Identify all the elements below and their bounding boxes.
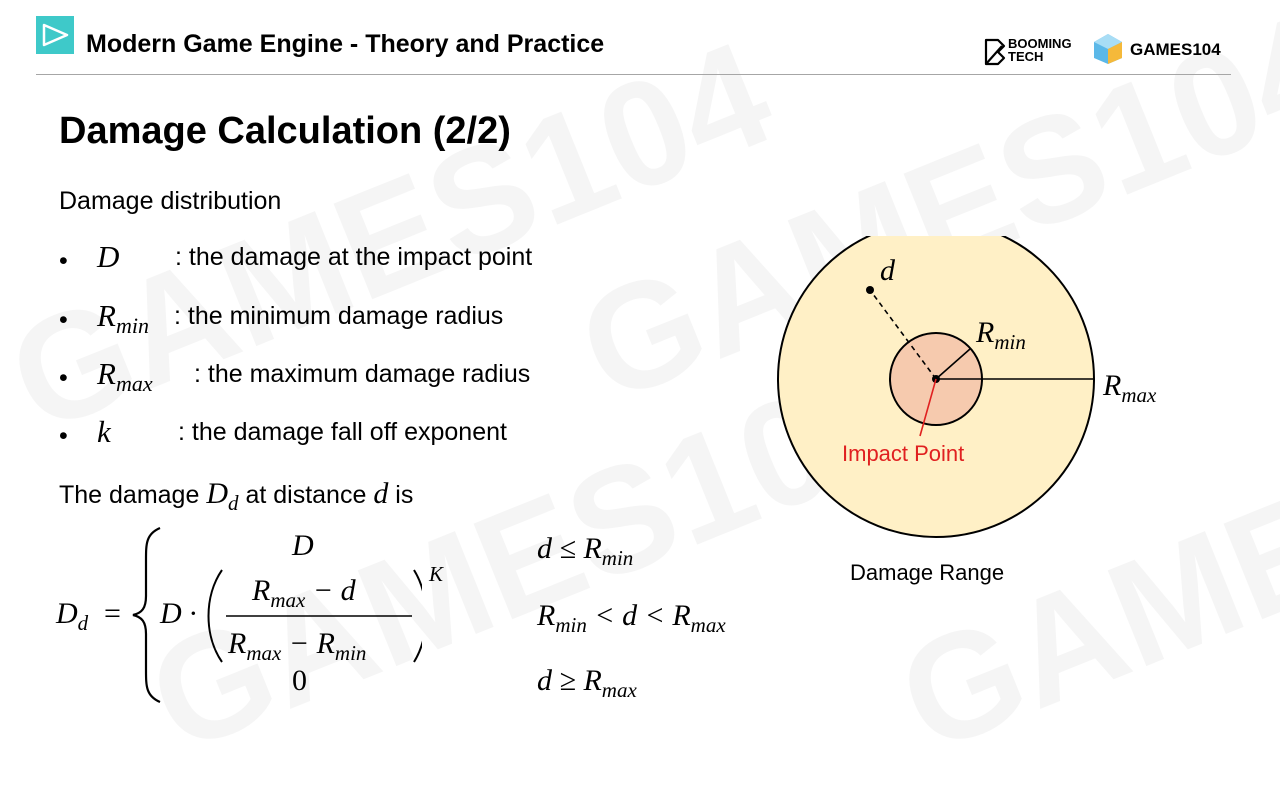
label-rmax: $R_{max}$ bbox=[1103, 369, 1157, 407]
case3-value: 0 bbox=[292, 664, 307, 697]
definition-text: : the maximum damage radius bbox=[194, 360, 531, 388]
label-d: d bbox=[880, 254, 895, 287]
symbol-rmax: $R_{max}$ bbox=[97, 356, 153, 396]
bullet: • bbox=[59, 306, 68, 334]
case2-prefix: D · bbox=[160, 597, 197, 630]
symbol-k: k bbox=[97, 414, 111, 449]
definition-text: : the damage at the impact point bbox=[175, 243, 533, 271]
diagram-caption: Damage Range bbox=[850, 560, 1005, 585]
exponent: K bbox=[429, 562, 444, 586]
definition-text: : the damage fall off exponent bbox=[178, 418, 507, 446]
play-logo-icon bbox=[36, 16, 74, 59]
symbol-dd: $D_d$ bbox=[206, 477, 239, 515]
case3-condition: $d \ge R_{max}$ bbox=[537, 664, 637, 702]
formula-intro: The damage $D_d$ at distance d is bbox=[59, 477, 414, 515]
label-rmin: $R_{min}$ bbox=[976, 316, 1026, 354]
fraction-denominator: $R_{max} - R_{min}$ bbox=[228, 627, 367, 665]
booming-tech-label: BOOMING TECH bbox=[1008, 36, 1072, 64]
case2-condition: $R_{min} < d < R_{max}$ bbox=[537, 599, 726, 637]
case1-value: D bbox=[292, 529, 314, 562]
symbol-distance: d bbox=[373, 477, 389, 510]
bullet: • bbox=[59, 364, 68, 392]
damage-range-diagram bbox=[770, 236, 1190, 556]
booming-tech-logo bbox=[984, 36, 1088, 75]
bullet: • bbox=[59, 247, 68, 275]
slide-header bbox=[0, 0, 1280, 76]
bullet: • bbox=[59, 422, 68, 450]
symbol-rmin: $R_{min}$ bbox=[97, 298, 149, 338]
case1-condition: $d \le R_{min}$ bbox=[537, 532, 634, 570]
slide-title: Damage Calculation (2/2) bbox=[59, 110, 511, 152]
section-heading: Damage distribution bbox=[59, 187, 282, 215]
fraction-numerator: $R_{max} - d$ bbox=[252, 574, 356, 612]
impact-point-label: Impact Point bbox=[842, 441, 965, 466]
definition-text: : the minimum damage radius bbox=[174, 302, 504, 330]
header-divider bbox=[36, 74, 1231, 75]
games104-label: GAMES104 bbox=[1130, 40, 1221, 59]
equals-sign: = bbox=[104, 597, 121, 630]
games104-logo bbox=[1092, 32, 1221, 71]
header-title: Modern Game Engine - Theory and Practice bbox=[86, 30, 605, 58]
formula-lhs: $D_d$ bbox=[56, 597, 89, 635]
symbol-damage: D bbox=[97, 239, 120, 274]
distance-point bbox=[866, 286, 874, 294]
